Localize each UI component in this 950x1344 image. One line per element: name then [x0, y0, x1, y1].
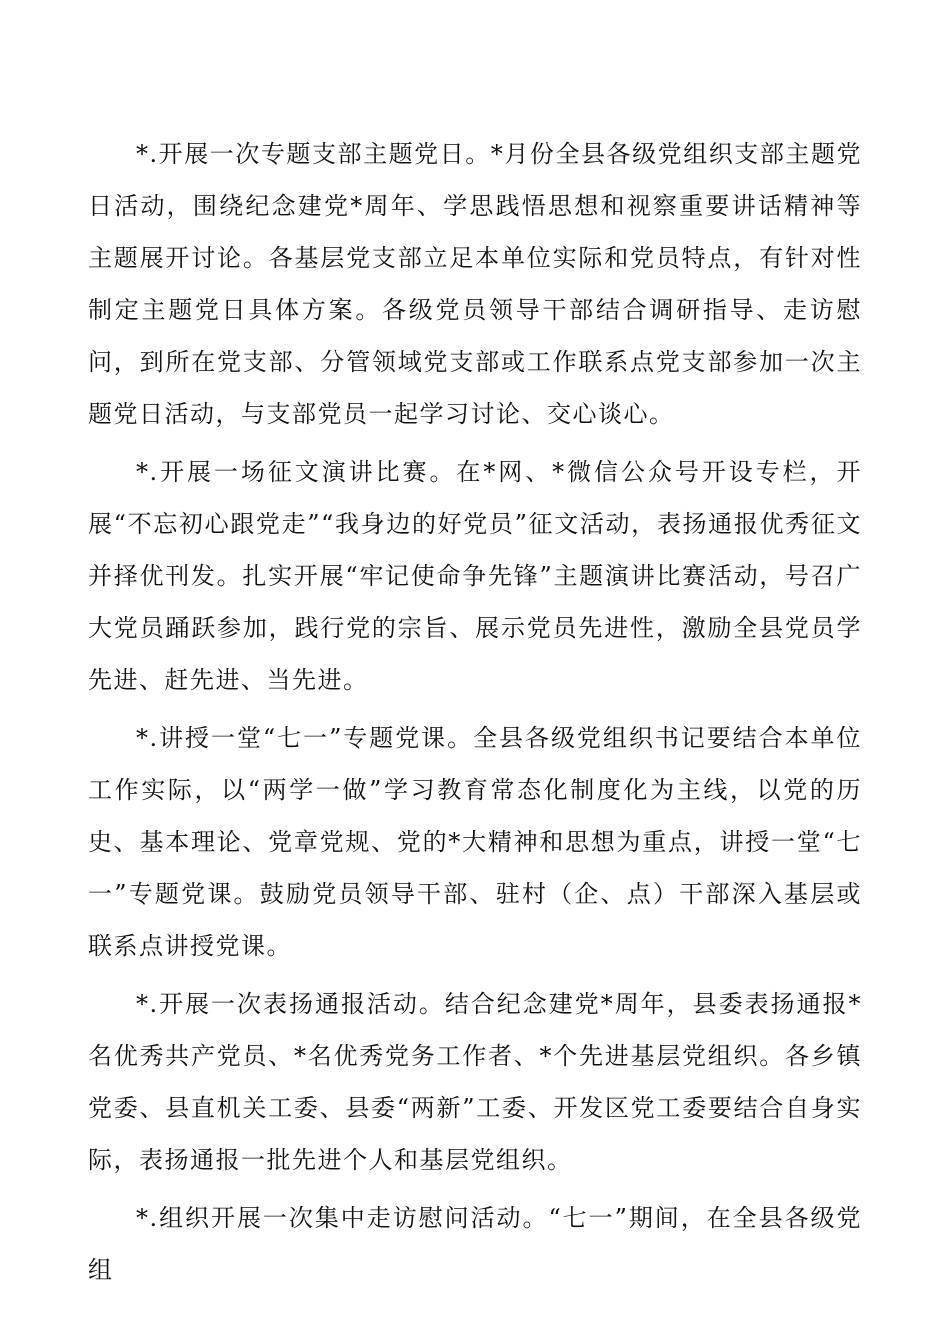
paragraph-party-lecture: *.讲授一堂“七一”专题党课。全县各级党组织书记要结合本单位工作实际，以“两学一做”学习教育常态化制度化为主线，以党的历史、基本理论、党章党规、党的*大精神和思想为重点，讲授一堂“七一”专题党课。鼓励党员领导干部、驻村（企、点）干部深入基层或联系点讲授党课。 [88, 724, 862, 960]
paragraph-visit-activity: *.组织开展一次集中走访慰问活动。“七一”期间，在全县各级党组 [88, 1204, 862, 1284]
paragraph-party-day: *.开展一次专题支部主题党日。*月份全县各级党组织支部主题党日活动，围绕纪念建党*周年、学思践悟思想和视察重要讲话精神等主题展开讨论。各基层党支部立足本单位实际和党员特点，有针对性制定主题党日具体方案。各级党员领导干部结合调研指导、走访慰问，到所在党支部、分管领域党支部或工作联系点党支部参加一次主题党日活动，与支部党员一起学习讨论、交心谈心。 [88, 140, 862, 428]
paragraph-essay-speech-contest: *.开展一场征文演讲比赛。在*网、*微信公众号开设专栏，开展“不忘初心跟党走”“我身边的好党员”征文活动，表扬通报优秀征文并择优刊发。扎实开展“牢记使命争先锋”主题演讲比赛活动，号召广大党员踊跃参加，践行党的宗旨、展示党员先进性，激励全县党员学先进、赶先进、当先进。 [88, 458, 862, 694]
paragraph-commendation: *.开展一次表扬通报活动。结合纪念建党*周年，县委表扬通报*名优秀共产党员、*名优秀党务工作者、*个先进基层党组织。各乡镇党委、县直机关工委、县委“两新”工委、开发区党工委要结合自身实际，表扬通报一批先进个人和基层党组织。 [88, 990, 862, 1174]
document-body [88, 128, 862, 1302]
